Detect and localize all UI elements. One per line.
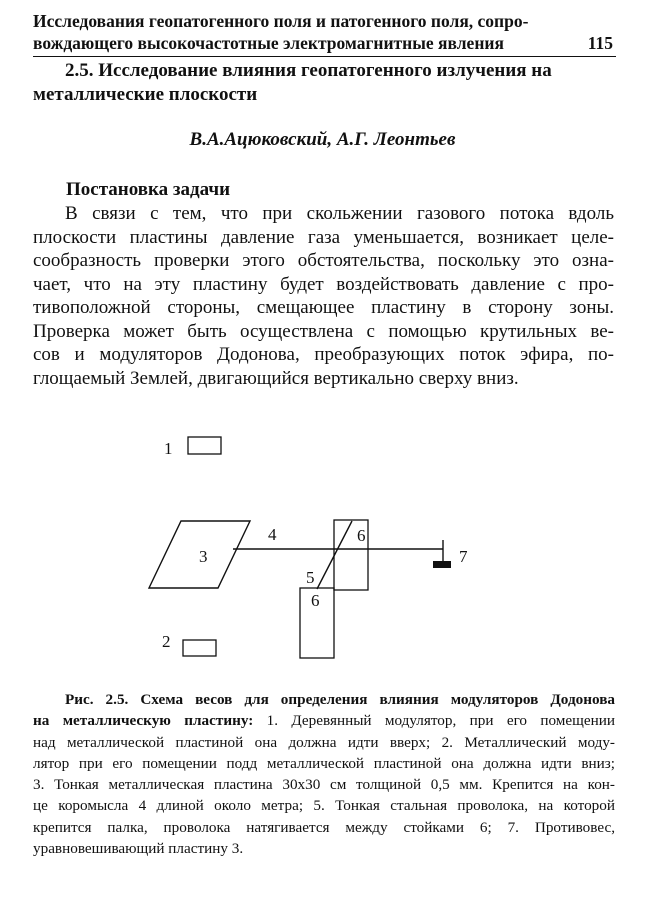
section-title: 2.5. Исследование влияния геопатогенного излучения на металлические плоскости xyxy=(33,60,552,105)
label-5: 5 xyxy=(306,568,315,587)
caption-line xyxy=(33,689,615,710)
body-paragraph xyxy=(33,202,614,390)
body-line: тивоположной стороны, смещающее пластину в сторону зоны. xyxy=(33,297,614,318)
figure-caption xyxy=(33,689,615,859)
caption-line: уравновешивающий пластину 3. xyxy=(33,840,244,858)
running-head-line-1: Исследования геопатогенного поля и патогенного поля, сопро- xyxy=(33,11,529,31)
caption-line: лятор при его помещении подд металлической пластиной она должна идти вниз; xyxy=(33,754,615,772)
subheading: Постановка задачи xyxy=(66,179,231,200)
label-6-lower: 6 xyxy=(311,591,320,610)
caption-line: над металлической пластиной она должна идти вверх; 2. Металлический моду- xyxy=(33,733,615,751)
running-head-line-2: вождающего высокочастотные электромагнитные явления xyxy=(33,33,504,53)
running-head xyxy=(33,10,613,54)
label-6-upper: 6 xyxy=(357,526,366,545)
modulator-1-box xyxy=(188,437,221,454)
caption-title: Рис. 2.5. Схема весов для определения влияния модуляторов Додонова xyxy=(65,691,615,708)
caption-text: 1. Деревянный модулятор, при его помещении xyxy=(253,712,615,730)
body-line: чает, что на эту пластину будет воздействовать давление с про- xyxy=(33,273,614,295)
modulator-2-box xyxy=(183,640,216,656)
authors: В.А.Ацюковский, А.Г. Леонтьев xyxy=(189,129,456,150)
caption-line: 3. Тонкая металлическая пластина 30х30 см толщиной 0,5 мм. Крепится на кон- xyxy=(33,776,615,794)
label-7: 7 xyxy=(459,547,468,566)
counterweight-7 xyxy=(433,561,451,568)
body-line: сообразность проверки этого обстоятельства, поскольку это озна- xyxy=(33,250,614,271)
caption-line: це коромысла 4 длиной около метра; 5. Тонкая стальная проволока, на которой xyxy=(33,797,615,815)
body-line: глощаемый Землей, двигающийся вертикально сверху вниз. xyxy=(33,367,519,389)
body-line: В связи с тем, что при скольжении газового потока вдоль xyxy=(65,203,614,224)
caption-line: крепится палка, проволока натягивается между стойками 6; 7. Противовес, xyxy=(33,818,615,836)
caption-title-cont: на металлическую пластину: xyxy=(33,712,254,730)
page-number: 115 xyxy=(587,33,613,53)
label-4: 4 xyxy=(268,525,277,544)
body-line: сов и модуляторов Додонова, преобразующих поток эфира, по- xyxy=(33,344,614,365)
label-1: 1 xyxy=(164,439,173,458)
label-3: 3 xyxy=(199,547,208,566)
body-line: плоскости пластины давление газа уменьшается, возникает целе- xyxy=(33,226,614,248)
header-rule xyxy=(33,56,616,57)
label-2: 2 xyxy=(162,632,171,651)
caption-line xyxy=(33,710,615,731)
body-line: Проверка может быть осуществлена с помощью крутильных ве- xyxy=(33,320,614,342)
torsion-balance-diagram xyxy=(0,420,645,680)
